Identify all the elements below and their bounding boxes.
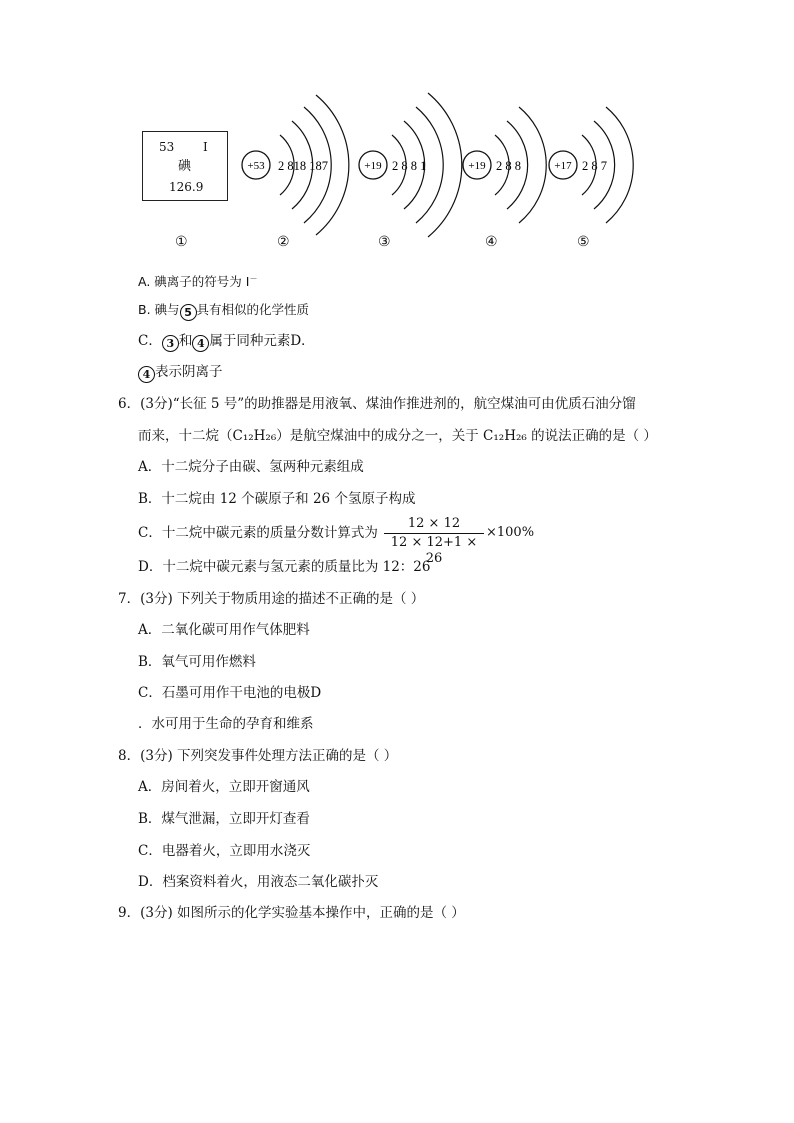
- figure-label: ⑤: [577, 234, 590, 250]
- fraction-numerator: 12 × 12: [407, 516, 461, 531]
- q8-option-a: A．房间着火，立即开窗通风: [138, 779, 310, 795]
- q8-stem: 8．(3分) 下列突发事件处理方法正确的是（ ）: [118, 748, 398, 764]
- electron-shell-arc: [606, 107, 633, 223]
- q7-option-b: B．氧气可用作燃料: [138, 654, 256, 670]
- q6-option-c: C．十二烷中碳元素的质量分数计算式为: [138, 525, 378, 541]
- q9-stem: 9．(3分) 如图所示的化学实验基本操作中，正确的是（ ）: [118, 905, 465, 921]
- q5-option-b: B. 碘与 5 具有相似的化学性质: [138, 302, 310, 319]
- q8-option-d: D．档案资料着火，用液态二氧化碳扑灭: [138, 874, 379, 890]
- electron-shell-arc: [428, 93, 462, 237]
- nucleus-charge: +19: [364, 160, 382, 172]
- figure-label: ①: [175, 234, 188, 250]
- nucleus-charge: +19: [468, 160, 486, 172]
- q5-option-a: A. 碘离子的符号为 I－: [138, 274, 258, 290]
- nucleus-charge: +53: [247, 160, 265, 172]
- q5-option-d: 4 表示阴离子: [138, 363, 223, 383]
- fraction-denominator: 12 × 12+1 × 26: [390, 535, 478, 566]
- atomic-structure-diagrams: [0, 0, 794, 240]
- circled-number: 5: [180, 304, 197, 321]
- q6-stem-line2: 而来，十二烷（C₁₂H₂₆）是航空煤油中的成分之一，关于 C₁₂H₂₆ 的说法正确的是（ ）: [138, 428, 657, 444]
- q6-option-b: B．十二烷由 12 个碳原子和 26 个氢原子构成: [138, 491, 416, 507]
- q7-option-d: ．水可用于生命的孕育和维系: [138, 716, 314, 732]
- element-name: 碘: [178, 159, 192, 174]
- atomic-mass: 126.9: [169, 180, 204, 194]
- q7-option-c: C．石墨可用作干电池的电极D: [138, 685, 322, 701]
- atomic-number: 53: [159, 140, 175, 154]
- electron-shell-counts: 2 8 8 1: [392, 159, 427, 173]
- figure-label: ③: [378, 234, 391, 250]
- electron-shell-counts: 2 8 7: [582, 159, 607, 173]
- figure-label: ④: [485, 234, 498, 250]
- q6-stem-line1: 6．(3分)“长征 5 号”的助推器是用液氧、煤油作推进剂的，航空煤油可由优质石油分馏: [118, 396, 636, 412]
- nucleus-charge: +17: [554, 160, 572, 172]
- q6-option-d: D．十二烷中碳元素与氢元素的质量比为 12：26: [138, 559, 431, 575]
- electron-shell-arc: [519, 107, 546, 223]
- figure-label: ②: [277, 234, 290, 250]
- q5-option-c: C． 3 和 4 属于同种元素D．: [138, 333, 315, 350]
- electron-shell-counts: 2 8 8: [496, 159, 521, 173]
- q8-option-b: B．煤气泄漏，立即开灯查看: [138, 811, 310, 827]
- q8-option-c: C．电器着火，立即用水浇灭: [138, 843, 311, 859]
- q6-option-a: A．十二烷分子由碳、氢两种元素组成: [138, 459, 364, 475]
- q7-option-a: A．二氧化碳可用作气体肥料: [138, 622, 310, 638]
- element-symbol: I: [203, 140, 208, 154]
- q7-stem: 7．(3分) 下列关于物质用途的描述不正确的是（ ）: [118, 591, 425, 607]
- electron-shell-counts: 2 818 187: [278, 159, 328, 173]
- percent-factor: ×100%: [486, 525, 535, 540]
